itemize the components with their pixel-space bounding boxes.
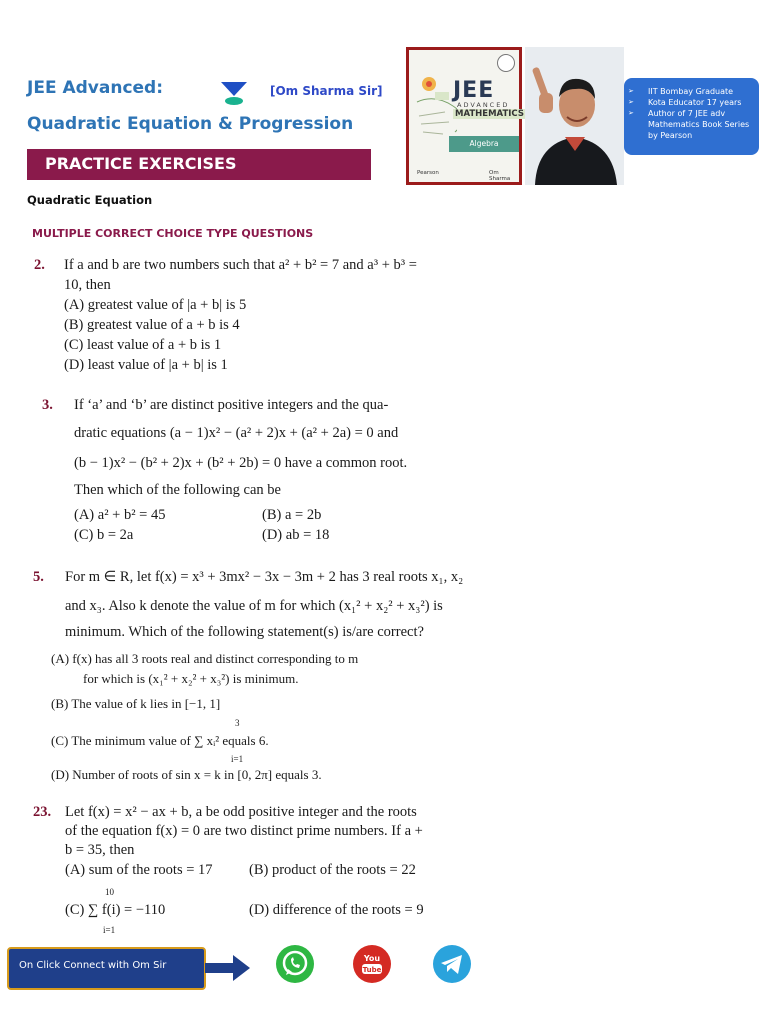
youtube-icon <box>353 945 391 983</box>
book-volume: Algebra <box>449 136 519 152</box>
question-text-line: For m ∈ R, let f(x) = x³ + 3mx² − 3x − 3m + 2 has 3 real roots x₁, x₂ <box>65 569 464 585</box>
question-number: 3. <box>42 397 53 413</box>
option-a: (A) sum of the roots = 17 <box>65 862 213 878</box>
option-c: (C) least value of a + b is 1 <box>64 337 222 353</box>
question-text-line: 10, then <box>64 277 111 293</box>
question-text-line: Let f(x) = x² − ax + b, a be odd positive integer and the roots <box>65 804 417 820</box>
option-b: (B) product of the roots = 22 <box>249 862 416 878</box>
title-exam: JEE Advanced: <box>27 78 164 98</box>
question-text-line: Then which of the following can be <box>74 482 281 498</box>
connect-label: On Click Connect with Om Sir <box>19 960 167 971</box>
option-b: (B) The value of k lies in [−1, 1] <box>51 696 221 711</box>
book-title: JEE <box>453 78 495 103</box>
option-d: (D) ab = 18 <box>262 527 330 543</box>
teacher-name: [Om Sharma Sir] <box>270 84 383 98</box>
book-subtitle: ADVANCED <box>457 101 510 109</box>
svg-text:You: You <box>363 954 381 963</box>
option-d: (D) Number of roots of sin x = k in [0, 2π] equals 3. <box>51 767 322 782</box>
option-c: (C) b = 2a <box>74 527 134 543</box>
option-a: (A) f(x) has all 3 roots real and distinct corresponding to m <box>51 651 359 666</box>
question-text-line: dratic equations (a − 1)x² − (a² + 2)x + (a² + 2a) = 0 and <box>74 425 399 441</box>
info-item: ➢ IIT Bombay Graduate <box>628 86 753 97</box>
svg-text:Tube: Tube <box>362 966 382 974</box>
telegram-button[interactable] <box>433 945 471 983</box>
option-d: (D) difference of the roots = 9 <box>249 902 424 918</box>
connect-button[interactable] <box>7 947 206 990</box>
option-d: (D) least value of |a + b| is 1 <box>64 357 228 373</box>
question-text-line: If ‘a’ and ‘b’ are distinct positive integers and the qua- <box>74 397 389 413</box>
option-c: (C) The minimum value of ∑ xᵢ² equals 6. <box>51 733 269 748</box>
sum-upper-limit: 3 <box>235 718 240 728</box>
info-item: ➢ Author of 7 JEE adv Mathematics Book Series by Pearson <box>628 108 753 141</box>
sum-upper-limit: 10 <box>105 887 114 897</box>
book-author: Om Sharma <box>489 170 511 182</box>
question-text-line: minimum. Which of the following statement(s) is/are correct? <box>65 624 424 640</box>
section-name: Quadratic Equation <box>27 193 153 207</box>
arrow-right-icon <box>205 954 251 982</box>
question-text-line: (b − 1)x² − (b² + 2)x + (b² + 2b) = 0 have a common root. <box>74 455 408 471</box>
teacher-portrait-icon <box>525 47 624 185</box>
sum-lower-limit: i=1 <box>103 925 116 935</box>
banner-label: PRACTICE EXERCISES <box>45 154 237 173</box>
info-item: ➢ Kota Educator 17 years <box>628 97 753 108</box>
question-text-line: of the equation f(x) = 0 are two distinct prime numbers. If a + <box>65 823 423 839</box>
book-cover <box>406 47 522 185</box>
option-b: (B) a = 2b <box>262 507 322 523</box>
youtube-button[interactable] <box>353 945 391 983</box>
author-info-box <box>624 78 759 155</box>
question-type-heading: MULTIPLE CORRECT CHOICE TYPE QUESTIONS <box>32 227 314 240</box>
option-a-continued: for which is (x₁² + x₂² + x₃²) is minimum. <box>83 671 299 686</box>
book-publisher: Pearson <box>417 170 439 176</box>
question-number: 2. <box>34 257 45 273</box>
brand-logo-icon <box>219 80 249 106</box>
whatsapp-icon <box>276 945 314 983</box>
question-text-line: If a and b are two numbers such that a² + b² = 7 and a³ + b³ = <box>64 257 417 273</box>
option-a: (A) greatest value of |a + b| is 5 <box>64 297 247 313</box>
option-a: (A) a² + b² = 45 <box>74 507 166 523</box>
option-c: (C) ∑ f(i) = −110 <box>65 902 166 918</box>
practice-exercises-banner <box>27 149 371 180</box>
question-text-line: b = 35, then <box>65 842 135 858</box>
telegram-icon <box>433 945 471 983</box>
book-subject: MATHEMATICS <box>455 109 524 119</box>
seal-icon <box>497 54 515 72</box>
question-text-line: and x₃. Also k denote the value of m for which (x₁² + x₂² + x₃²) is <box>65 598 443 614</box>
question-number: 23. <box>33 804 52 820</box>
question-number: 5. <box>33 569 44 585</box>
teacher-photo <box>525 47 624 185</box>
title-topic: Quadratic Equation & Progression <box>27 114 354 134</box>
option-b: (B) greatest value of a + b is 4 <box>64 317 240 333</box>
sum-lower-limit: i=1 <box>231 754 244 764</box>
whatsapp-button[interactable] <box>276 945 314 983</box>
formula-doodle-icon <box>415 72 457 142</box>
